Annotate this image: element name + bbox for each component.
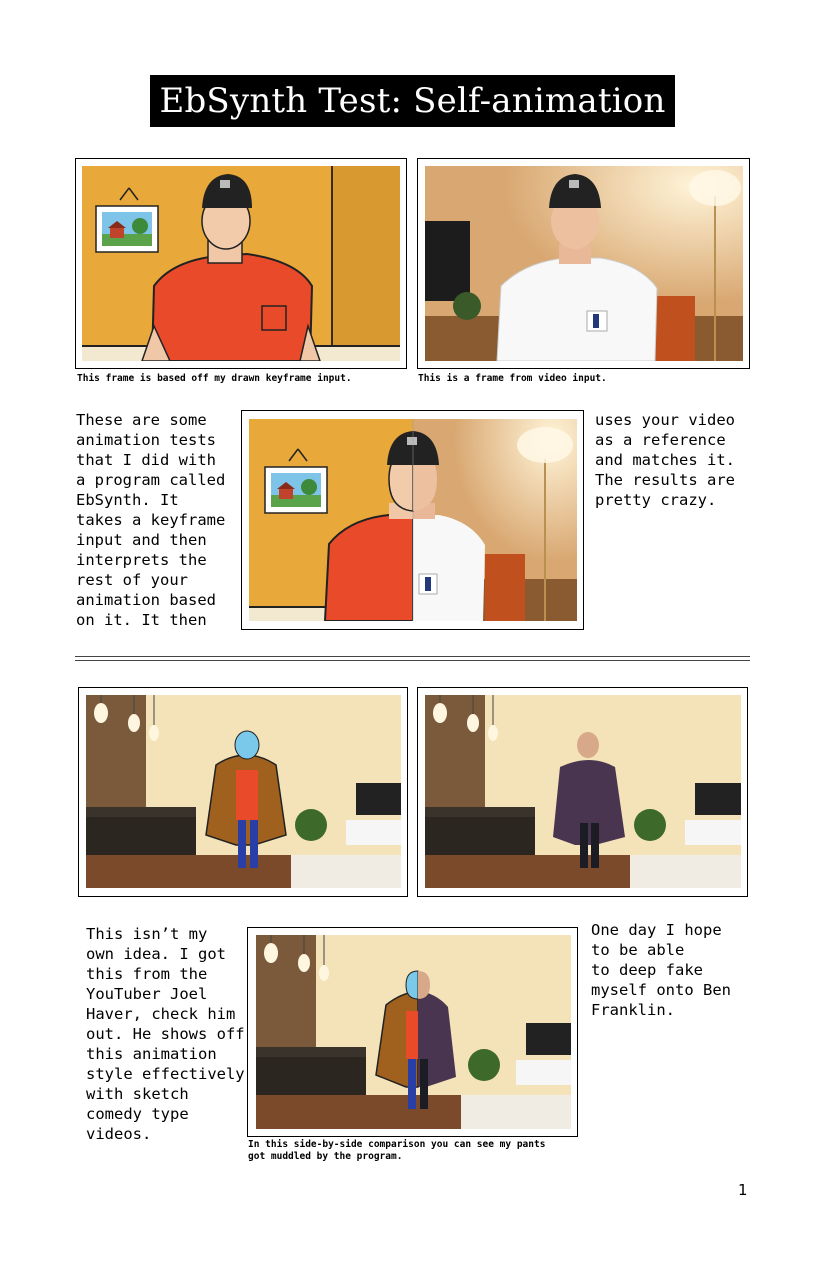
text-line: to be able <box>591 941 685 959</box>
walk-split-comparison-image <box>256 935 571 1129</box>
intro-text-left <box>76 410 225 630</box>
text-line: These are some <box>76 411 207 429</box>
section-divider-top <box>75 656 750 657</box>
drawn-keyframe-panel <box>75 158 407 369</box>
page-number: 1 <box>738 1181 748 1199</box>
walk-split-comparison-caption <box>248 1139 545 1163</box>
drawn-keyframe-image <box>82 166 400 361</box>
walk-split-comparison-panel <box>247 927 578 1137</box>
text-line: as a reference <box>595 431 726 449</box>
caption-line: In this side-by-side comparison you can see my pants <box>248 1139 546 1150</box>
credit-text-left <box>86 924 245 1144</box>
text-line: out. He shows off <box>86 1025 245 1043</box>
text-line: uses your video <box>595 411 735 429</box>
text-line: rest of your <box>76 571 188 589</box>
split-comparison-panel <box>241 410 584 630</box>
intro-text-right <box>595 410 735 510</box>
text-line: The results are <box>595 471 735 489</box>
text-line: input and then <box>76 531 207 549</box>
text-line: interprets the <box>76 551 207 569</box>
split-comparison-image <box>249 419 577 621</box>
drawn-keyframe-caption: This frame is based off my drawn keyframe input. <box>77 373 352 384</box>
text-line: on it. It then <box>76 611 207 629</box>
video-walk-image <box>425 695 741 888</box>
text-line: YouTuber Joel <box>86 985 208 1003</box>
text-line: Franklin. <box>591 1001 675 1019</box>
cartoon-walk-panel <box>78 687 408 897</box>
page-title: EbSynth Test: Self-animation <box>159 81 666 121</box>
section-divider-bottom <box>75 660 750 661</box>
cartoon-walk-image <box>86 695 401 888</box>
text-line: One day I hope <box>591 921 722 939</box>
text-line: style effectively <box>86 1065 245 1083</box>
text-line: EbSynth. It <box>76 491 179 509</box>
text-line: this animation <box>86 1045 217 1063</box>
text-line: a program called <box>76 471 226 489</box>
video-frame-image <box>425 166 743 361</box>
video-frame-panel <box>417 158 750 369</box>
text-line: and matches it. <box>595 451 735 469</box>
video-walk-panel <box>417 687 748 897</box>
text-line: videos. <box>86 1125 152 1143</box>
text-line: this from the <box>86 965 208 983</box>
text-line: own idea. I got <box>86 945 226 963</box>
text-line: myself onto Ben <box>591 981 731 999</box>
text-line: animation based <box>76 591 216 609</box>
text-line: animation tests <box>76 431 216 449</box>
text-line: with sketch <box>86 1085 189 1103</box>
caption-line: got muddled by the program. <box>248 1151 403 1162</box>
text-line: Haver, check him <box>86 1005 236 1023</box>
text-line: takes a keyframe <box>76 511 226 529</box>
text-line: pretty crazy. <box>595 491 717 509</box>
hope-text-right <box>591 920 731 1020</box>
video-frame-caption: This is a frame from video input. <box>418 373 607 384</box>
text-line: to deep fake <box>591 961 703 979</box>
text-line: This isn’t my <box>86 925 208 943</box>
text-line: that I did with <box>76 451 216 469</box>
text-line: comedy type <box>86 1105 189 1123</box>
